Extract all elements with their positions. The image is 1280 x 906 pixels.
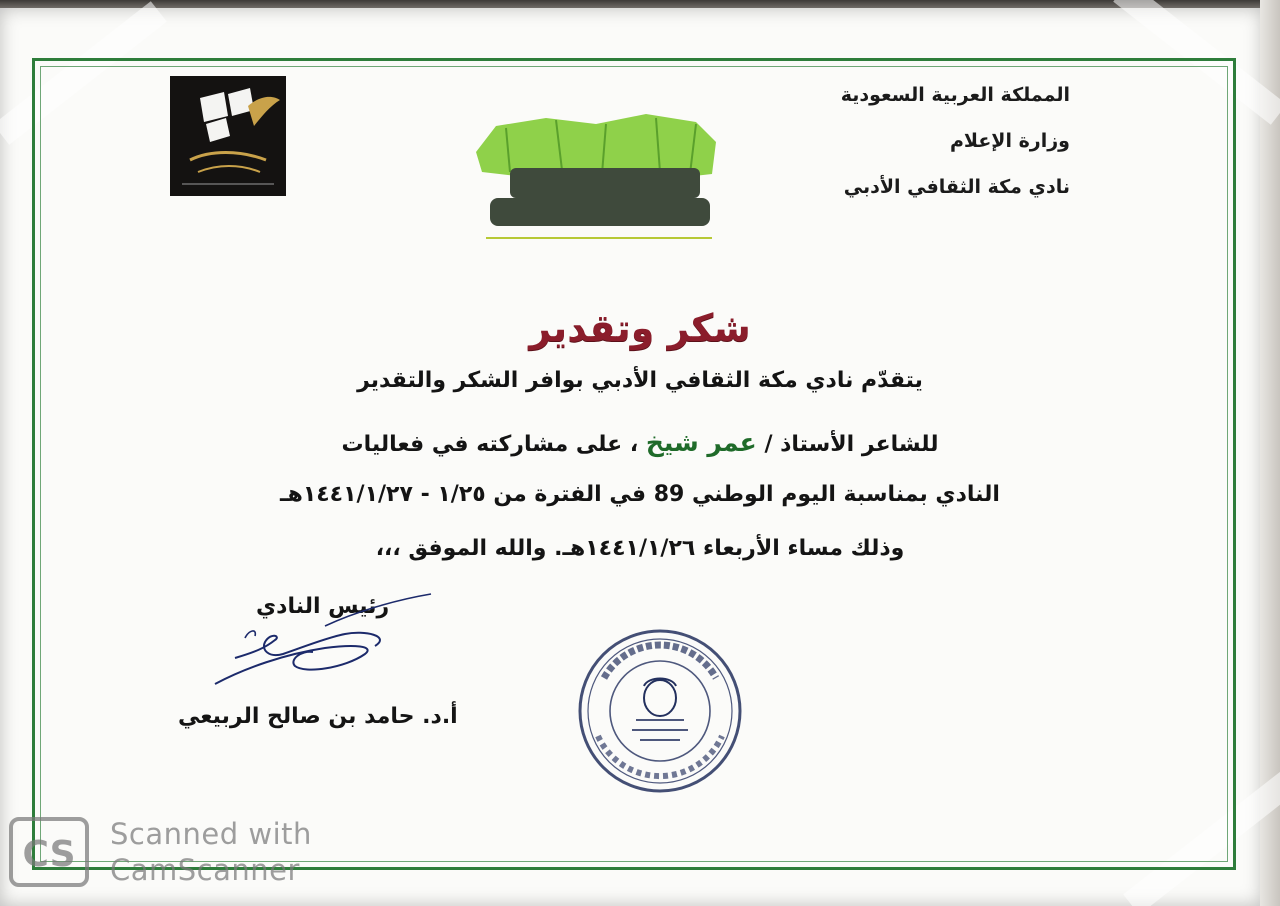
club-logo-graphic xyxy=(170,76,286,196)
signatory-name: أ.د. حامد بن صالح الربيعي xyxy=(178,704,458,729)
seal-graphic xyxy=(574,626,746,796)
header-ministry: وزارة الإعلام xyxy=(949,130,1070,152)
signatory-title: رئيس النادي xyxy=(256,594,390,619)
club-logo xyxy=(170,76,286,196)
line-2-prefix: للشاعر الأستاذ / xyxy=(764,432,939,457)
camscanner-watermark xyxy=(8,816,348,888)
signature-strokes xyxy=(205,588,435,698)
official-seal-stamp xyxy=(574,626,746,796)
recipient-name: عمر شيخ xyxy=(645,428,757,457)
watermark-line-1: Scanned with xyxy=(110,817,312,851)
camscanner-logo-icon xyxy=(8,816,90,888)
certificate-title: شكر وتقدير xyxy=(529,306,751,350)
national-day-graphic xyxy=(476,112,728,252)
certificate-line-1: يتقدّم نادي مكة الثقافي الأدبي بوافر الشكر والتقدير xyxy=(357,368,923,393)
header-kingdom: المملكة العربية السعودية xyxy=(840,84,1070,106)
watermark-text xyxy=(110,816,312,888)
certificate-line-3: النادي بمناسبة اليوم الوطني 89 في الفترة من ١/٢٥ - ١٤٤١/١/٢٧هـ xyxy=(280,482,1000,507)
national-day-logo xyxy=(476,112,728,252)
header-club: نادي مكة الثقافي الأدبي xyxy=(843,176,1070,198)
watermark-line-2: CamScanner xyxy=(110,853,300,887)
handwritten-signature xyxy=(205,588,435,698)
certificate-line-4: وذلك مساء الأربعاء ١٤٤١/١/٢٦هـ. والله الموفق ،،، xyxy=(375,536,905,561)
certificate-line-2 xyxy=(0,428,1280,457)
line-2-suffix: ، على مشاركته في فعاليات xyxy=(341,432,639,457)
cs-logo-letters: CS xyxy=(22,834,76,875)
